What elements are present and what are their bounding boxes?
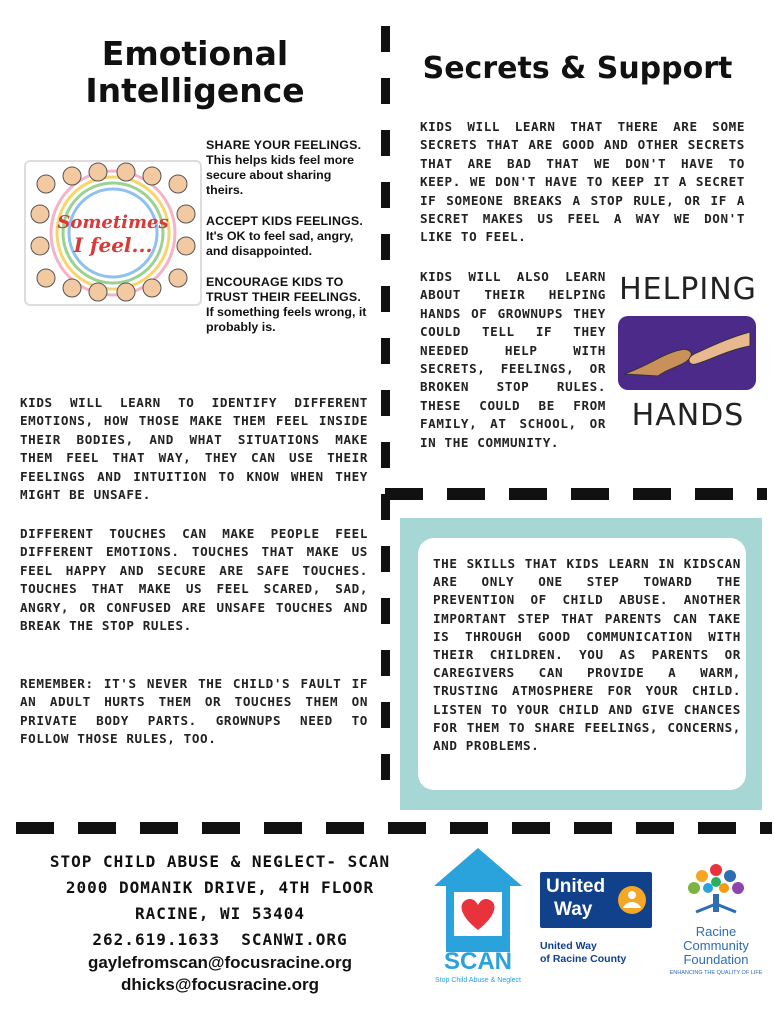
identify-emotions-paragraph: KIDS WILL LEARN TO IDENTIFY DIFFERENT EMOTIONS, HOW THOSE MAKE THEM FEEL INSIDE THEIR BODIES, AND WHAT SITUATIONS MAKE THEM FEEL THAT WAY, THEY CAN USE THEIR FEELINGS AND INTUITION TO KNOW WHEN THEY MIGHT BE UNSAFE.: [20, 395, 368, 503]
united-way-caption-line2: of Racine County: [540, 953, 627, 965]
scan-house-heart-icon: [430, 844, 526, 962]
helping-hands-image: [612, 272, 762, 442]
secrets-support-title: Secrets & Support: [422, 51, 733, 86]
touches-paragraph: DIFFERENT TOUCHES CAN MAKE PEOPLE FEEL DIFFERENT EMOTIONS. TOUCHES THAT MAKE US FEEL HAPPY AND SECURE ARE SAFE TOUCHES. TOUCHES THAT MAKE US FEEL SCARED, SAD, ANGRY, OR CONFUSED ARE UNSAFE TOUCHES AND BREAK THE STOP RULES.: [20, 526, 368, 634]
footer-email-dhicks: dhicks@focusracine.org: [121, 975, 319, 994]
book-title-line1: Sometimes: [57, 212, 169, 233]
scan-logo: [430, 844, 526, 994]
scan-logo-wordmark: SCAN: [443, 948, 512, 975]
reaching-hands-icon: [618, 316, 756, 390]
kidscan-callout-text: THE SKILLS THAT KIDS LEARN IN KIDSCAN ARE ONLY ONE STEP TOWARD THE PREVENTION OF CHILD ABUSE. ANOTHER IMPORTANT STEP THAT PARENTS CAN TAKE IS THROUGH GOOD COMMUNICATION WITH THEIR CHILDREN. YOU AS PARENTS OR CAREGIVERS CAN PROVIDE A WARM, TRUSTING ATMOSPHERE FOR YOUR CHILD. LISTEN TO YOUR CHILD AND GIVE CHANCES FOR THEM TO SHARE FEELINGS, CONCERNS, AND PROBLEMS.: [433, 556, 741, 754]
footer-dashed-divider: [16, 822, 772, 834]
middle-dashed-divider: [385, 488, 767, 500]
united-way-badge: [540, 872, 652, 928]
united-way-caption-line1: United Way: [540, 940, 597, 952]
tips-list: [206, 138, 370, 351]
hands-purple-panel: [618, 316, 756, 390]
hands-word: HANDS: [631, 398, 745, 433]
tip-accept-feelings: ACCEPT KIDS FEELINGS. It's OK to feel sad, angry, and disappointed.: [206, 214, 364, 258]
rcf-line3: Foundation: [683, 952, 749, 967]
emotional-intelligence-title: Emotional Intelligence: [85, 34, 305, 110]
footer-phone-web: 262.619.1633 SCANWI.ORG: [92, 930, 348, 949]
vertical-dashed-divider: [381, 26, 390, 796]
rcf-tagline: ENHANCING THE QUALITY OF LIFE: [669, 970, 763, 976]
rcf-line1: Racine: [695, 924, 737, 939]
footer-org-name: STOP CHILD ABUSE & NEGLECT- SCAN: [49, 852, 391, 871]
footer-email-gayle: gaylefromscan@focusracine.org: [87, 953, 353, 972]
tip-trust-feelings: ENCOURAGE KIDS TO TRUST THEIR FEELINGS. If something feels wrong, it probably is.: [206, 275, 367, 334]
sometimes-i-feel-book-image: [24, 160, 202, 306]
helping-word: HELPING: [619, 272, 757, 307]
united-way-logo: [540, 872, 660, 972]
tip-share-feelings: SHARE YOUR FEELINGS. This helps kids feel more secure about sharing theirs.: [206, 138, 362, 197]
footer-city: RACINE, WI 53404: [134, 904, 306, 923]
rcf-line2: Community: [683, 938, 749, 953]
racine-community-foundation-logo: [666, 860, 766, 1000]
faces-illustration: [26, 162, 200, 304]
book-title-line2: I feel...: [73, 233, 153, 257]
community-tree-icon: [666, 860, 766, 924]
remember-paragraph: REMEMBER: IT'S NEVER THE CHILD'S FAULT IF AN ADULT HURTS THEM OR TOUCHES THEM ON PRIVATE BODY PARTS. GROWNUPS NEED TO FOLLOW THOSE RULES, TOO.: [20, 676, 368, 747]
united-way-hand-icon: [618, 886, 646, 914]
secrets-paragraph: KIDS WILL LEARN THAT THERE ARE SOME SECRETS THAT ARE GOOD AND OTHER SECRETS THAT ARE BAD THAT WE DON'T HAVE TO KEEP. WE DON'T HAVE TO KEEP IT A SECRET IF SOMEONE BREAKS A STOP RULE, OR IF A SECRET MAKES US FEEL A WAY WE DON'T LIKE TO FEEL.: [420, 119, 745, 245]
scan-logo-tagline: Stop Child Abuse & Neglect: [435, 977, 521, 984]
helping-hands-paragraph: KIDS WILL ALSO LEARN ABOUT THEIR HELPING HANDS OF GROWNUPS THEY COULD TELL IF THEY NEEDED HELP WITH SECRETS, FEELINGS, OR BROKEN STOP RULES. THESE COULD BE FROM FAMILY, AT SCHOOL, OR IN THE COMMUNITY.: [420, 269, 606, 450]
footer-address: 2000 DOMANIK DRIVE, 4TH FLOOR: [65, 878, 375, 897]
united-way-badge-line1: United: [546, 876, 606, 897]
united-way-badge-line2: Way: [554, 899, 593, 920]
